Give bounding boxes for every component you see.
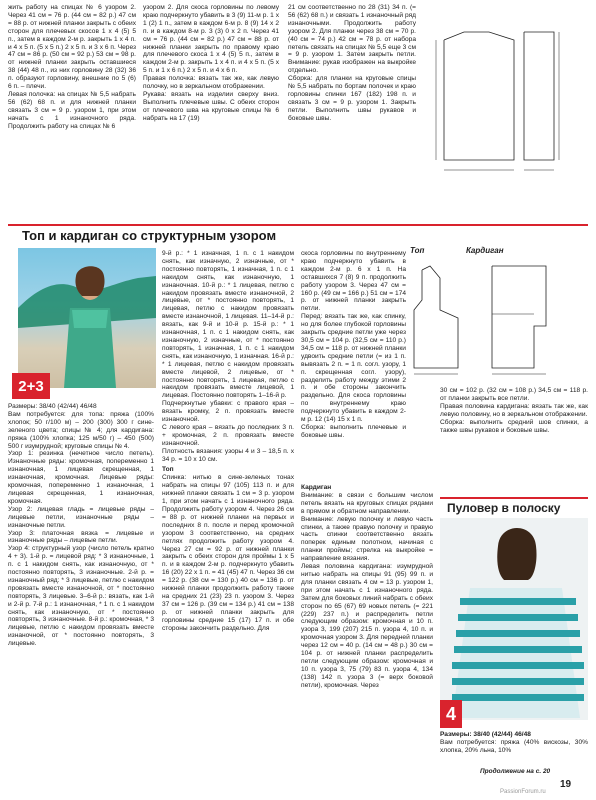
watermark: PassionForum.ru (500, 789, 546, 795)
model-photo-pullover (440, 518, 588, 720)
paragraph: Узор 4: структурный узор (число петель кратно 4 + 3). 1-й р. = лицевой ряд: * 3 изнаночные, 1 п. с 1 накидом снять, как изнаночную, от * постоянно повторять, 3 изнаночные. 2-й р. = изнаночный ряд: * 3 лицевые, петлю с накидом провязать вместе изнаночной, от * постоянно повторять, 3 лицевые. 3–6-й р.: вязать, как 1-й и 2-й р. 7-й р.: 1 изнаночная, * 1 п. с 1 накидом снять, как изнаночную, от * постоянно повторять, 3 изнаночные. 8-й р.: кромочная, * 3 лицевые, петлю с накидом провязать вместе изнаночной, от * постоянно повторять, 3 лицевые. (8, 545, 154, 648)
top-text-column-3 (288, 4, 416, 226)
paragraph: Подчеркнутые убавки: с правого края – вязать кромку, 2 п. провязать вместе изнаночной. (162, 400, 294, 424)
pullover-materials (440, 731, 588, 767)
materials-column (8, 403, 154, 785)
paragraph: С левого края – вязать до последних 3 п. + кромочная, 2 п. провязать вместе изнаночной. (162, 423, 294, 447)
section-title: Топ и кардиган со структурным узором (22, 228, 277, 243)
paragraph: Вам потребуется: для топа: пряжа (100% хлопок; 50 г/100 м) – 200 (300) 300 г сине-зеленого цвета; спицы № 4; для кардигана: пряжа (100% хлопка; 125 м/50 г) – 450 (500) 500 г изумрудной; круговые спицы № 4. (8, 410, 154, 450)
top-text-column-2 (143, 4, 279, 226)
section-title: Пуловер в полоску (447, 501, 561, 515)
instructions-column-right-2 (301, 484, 433, 786)
paragraph: Рукава: вязать на изделии сверху вниз. Выполнить плечевые швы. С обеих сторон от плечевого шва на круговые спицы № 6 набрать на 17 (19) (143, 90, 279, 122)
paragraph: Правая полочка: вязать так же, как левую полочку, но в зеркальном отображении. (143, 75, 279, 91)
section-divider (8, 224, 588, 226)
paragraph: жить работу на спицах № 6 узором 2. Через 41 см = 76 р. (44 см = 82 р.) 47 см = 88 р. от нижней планки закрыть с обеих сторон для плечевых скосов 1 х 4 (5) 5 п., затем в каждом 2-м р. закрыть 1 х 4 п. и 4 х 5 п. (5 х 5 п.) 2 х 5 п. и 3 х 6 п. Через 47 см = 86 р. (50 см = 92 р.) 53 см = 98 р. от нижней планки закрыть оставшиеся 38 (44) 48 п., из них горловину 28 (32) 36 п. образуют горловину, внешние по 5 (6) 6 п. – плечи. (8, 4, 136, 91)
paragraph: узором 2. Для скоса горловины по левому краю подчеркнуто убавить в 3 (9) 11-м р. 1 х 1 (2) 1 п., затем в каждом 6-м р. 8 (9) 14 х 2 п. и в каждом 8-м р. 3 (3) 0 х 2 п. Через 41 см = 76 р. (44 см = 82 р.) 47 см = 88 р. от нижней планки закрыть по правому краю для плечевого скоса 1 х 4 (5) 5 п., затем в каждом 2-м р. закрыть 1 х 4 п. и 4 х 5 п. (5 х 5 п. и 1 х 6 п.) 2 х 5 п. и 4 х 6 п. (143, 4, 279, 75)
pattern-diagram-top (424, 10, 590, 200)
top-text-column-1 (8, 4, 136, 226)
section-divider (440, 497, 588, 499)
paragraph: Узор 1: резинка (нечетное число петель). Изнаночные ряды: кромочная, попеременно 1 изнаночная, 1 лицевая скрещенная, 1 изнаночная, кромочная. Лицевые ряды: кромочная, попеременно 1 изнаночная, 1 лицевая скрещенная, 1 изнаночная, кромочная. (8, 450, 154, 505)
page-number: 19 (560, 779, 572, 790)
subsection-heading: Топ (162, 466, 174, 474)
subsection-heading: Кардиган (301, 484, 332, 491)
model-photo-top (18, 248, 156, 388)
instructions-column-middle (162, 250, 294, 785)
diagram-label-cardigan: Кардиган (466, 246, 504, 255)
paragraph: Левая полочка: на спицах № 5,5 набрать 56 (62) 68 п. и для нижней планки связать 3 см = 9 р. узором 1, при этом начать с 1 изнаночного ряда. Продолжить работу на спицах № 6 (8, 90, 136, 130)
pattern-diagram-cardigan (406, 256, 590, 380)
paragraph: Внимание: левую полочку и левую часть спинки, а также правую полочку и правую часть спинки соответственно вязать поперек единым полотном, начиная с планки проймы; стрелка на выкройке = направление вязания. (301, 515, 433, 563)
paragraph: 30 см = 102 р. (32 см = 108 р.) 34,5 см = 118 р. от планки закрыть все петли. (440, 387, 588, 402)
paragraph: Правая половина кардигана: вязать так же, как левую половину, но в зеркальном отображении. (440, 402, 588, 418)
paragraph: Узор 3: платочная вязка = лицевые и изнаночные ряды – лицевые петли. (8, 529, 154, 545)
continuation-note: Продолжение на с. 20 (480, 768, 551, 775)
paragraph: Спинка: нитью в сине-зеленых тонах набрать на спицы 97 (105) 113 п. и для нижней планки связать 1 см = 3 р. узором 1, при этом начать с 1 изнаночного ряда. Продолжить работу узором 4. Через 26 см = 88 р. от нижней планки на первых и последних 8 п. после и перед кромочной узором 3 соответственно, на средних петлях продолжить работу узором 4. Через 27 см = 92 р. от нижней планки закрыть с обеих сторон для проймы 1 х 5 п. и в каждом 2-м р. подчеркнуто убавить 16 (20) 22 х 1 п. = 41 (45) 47 п. Через 36 см = 122 р. (38 см = 130 р.) 40 см = 136 р. от нижней планки продолжить работу также на средних 21 (23) 23 п. узором 3. Через 37 см = 126 р. (39 см = 134 р.) 41 см = 138 р. от нижней планки закрыть для горловины средние 15 (17) 17 п. и обе стороны закончить раздельно. Для (162, 474, 294, 632)
paragraph: 21 см соответственно по 28 (31) 34 п. (= 56 (62) 68 п.) и связать 1 изнаночный ряд изнаночными. Продолжить работу узором 2. Для планки через 38 см = 70 р. (40 см = 74 р.) 42 см = 78 р. от набора петель связать на спицах № 5,5 еще 3 см = 9 р. узором 1. Затем закрыть петли. Внимание: рукав изображен на выкройке отдельно. (288, 4, 416, 75)
paragraph: Сборка: выполнить средний шов спинки, а также швы рукавов и боковые швы. (440, 418, 588, 434)
paragraph: скоса горловины по внутреннему краю подчеркнуто убавить в каждом 2-м р. 6 х 1 п. На оставшихся 7 (8) 9 п. продолжить работу узором 3. Через 47 см = 160 р. (49 см = 166 р.) 51 см = 174 р. от нижней планки закрыть петли. (301, 250, 406, 313)
instructions-column-right-3 (440, 387, 588, 497)
paragraph: Сборка: для планки на круговые спицы № 5,5 набрать по бортам полочек и краю горловины спинки 167 (182) 198 п. и связать 3 см = 9 р. узором 1. Закрыть петли. Выполнить швы рукавов и боковые швы. (288, 75, 416, 122)
paragraph: Вам потребуется: пряжа (40% вискозы, 30% хлопка, 20% льна, 10% (440, 738, 588, 754)
size-badge: 2+3 (12, 373, 50, 399)
instructions-column-right-1 (301, 250, 406, 480)
paragraph: Внимание: в связи с большим числом петель вязать на круговых спицах рядами в прямом и обратном направлении. (301, 491, 433, 515)
paragraph: Узор 2: лицевая гладь = лицевые ряды – лицевые петли, изнаночные ряды – изнаночные петли. (8, 505, 154, 529)
size-badge: 4 (440, 700, 462, 728)
paragraph: Сборка: выполнить плечевые и боковые швы. (301, 423, 406, 439)
paragraph: Перед: вязать так же, как спинку, но для более глубокой горловины закрыть средние петли уже через 30,5 см = 104 р. (32,5 см = 110 р.) 34,5 см = 118 р. от нижней планки удвоить средние петли (= из 1 п. вывязать 2 п. = 1 п. согл. узору, 1 п. скрещенная согл. узору), разделить работу между этими 2 п. и обе стороны закончить раздельно. Для скоса горловины по внутреннему краю подчеркнуто убавить в каждом 2-м р. 12 (14) 15 х 1 п. (301, 313, 406, 424)
paragraph: Размеры: 38/40 (42/44) 46/48 (8, 403, 97, 410)
paragraph: Левая половина кардигана: изумрудной нитью набрать на спицы 91 (95) 99 п. и для планки связать 4 см = 13 р. узором 1, при этом начать с 1 изнаночного ряда. Затем для боковых линий набрать с обеих сторон по 65 (67) 69 новых петель (= 221 (229) 237 п.) и распределить петли следующим образом: кромочная и 10 п. узора 3, 199 (207) 215 п. узора 4, 10 п. и кромочная узором 3. Для передней планки через 12 см = 40 р. (14 см = 48 р.) 30 см = 104 р. от нижней планки распределить петли следующим образом: кромочная и 10 п. узора 3, 75 (79) 83 п. узора 4, 134 (138) 142 п. узора 3 (= верх боковой петли), кромочная. Через (301, 563, 433, 689)
diagram-label-top: Топ (410, 246, 425, 255)
paragraph: Размеры: 38/40 (42/44) 46/48 (440, 731, 531, 738)
paragraph: Плотность вязания: узоры 4 и 3 – 18,5 п. х 34 р. = 10 х 10 см. (162, 447, 294, 463)
paragraph: 9-й р.: * 1 изначная, 1 п. с 1 накидом снять, как изначную, 2 изначные, от * постоянно повторять, 1 изначная, 1 п. с 1 накидом снять, как изнаночную, 1 изнаночная. 10-й р.: * 1 лицевая, петлю с накидом провязать вместе изнаночной, 2 лицевые, от * постоянно повторять, 1 лицевая, петлю с накидом провязать вместе изнаночной, 1 лицевая. 11–14-й р.: вязать, как 9-й и 10-й р. 15-й р.: * 1 изнаночная, 1 п. с 1 накидом снять, как изнаночную, 2 изначные, от * постоянно повторять, 1 изначная, 1 п. с 1 накидом снять, как изнаночную, 1 изначная. 16-й р.: * 1 лицевая, петлю с накидом провязать вместе лицевой, 2 лицевые, от * постоянно повторять, 1 лицевая, петлю с накидом провязать вместе лицевой, 1 лицевая. Постоянно повторять 1–16-й р. (162, 250, 294, 400)
